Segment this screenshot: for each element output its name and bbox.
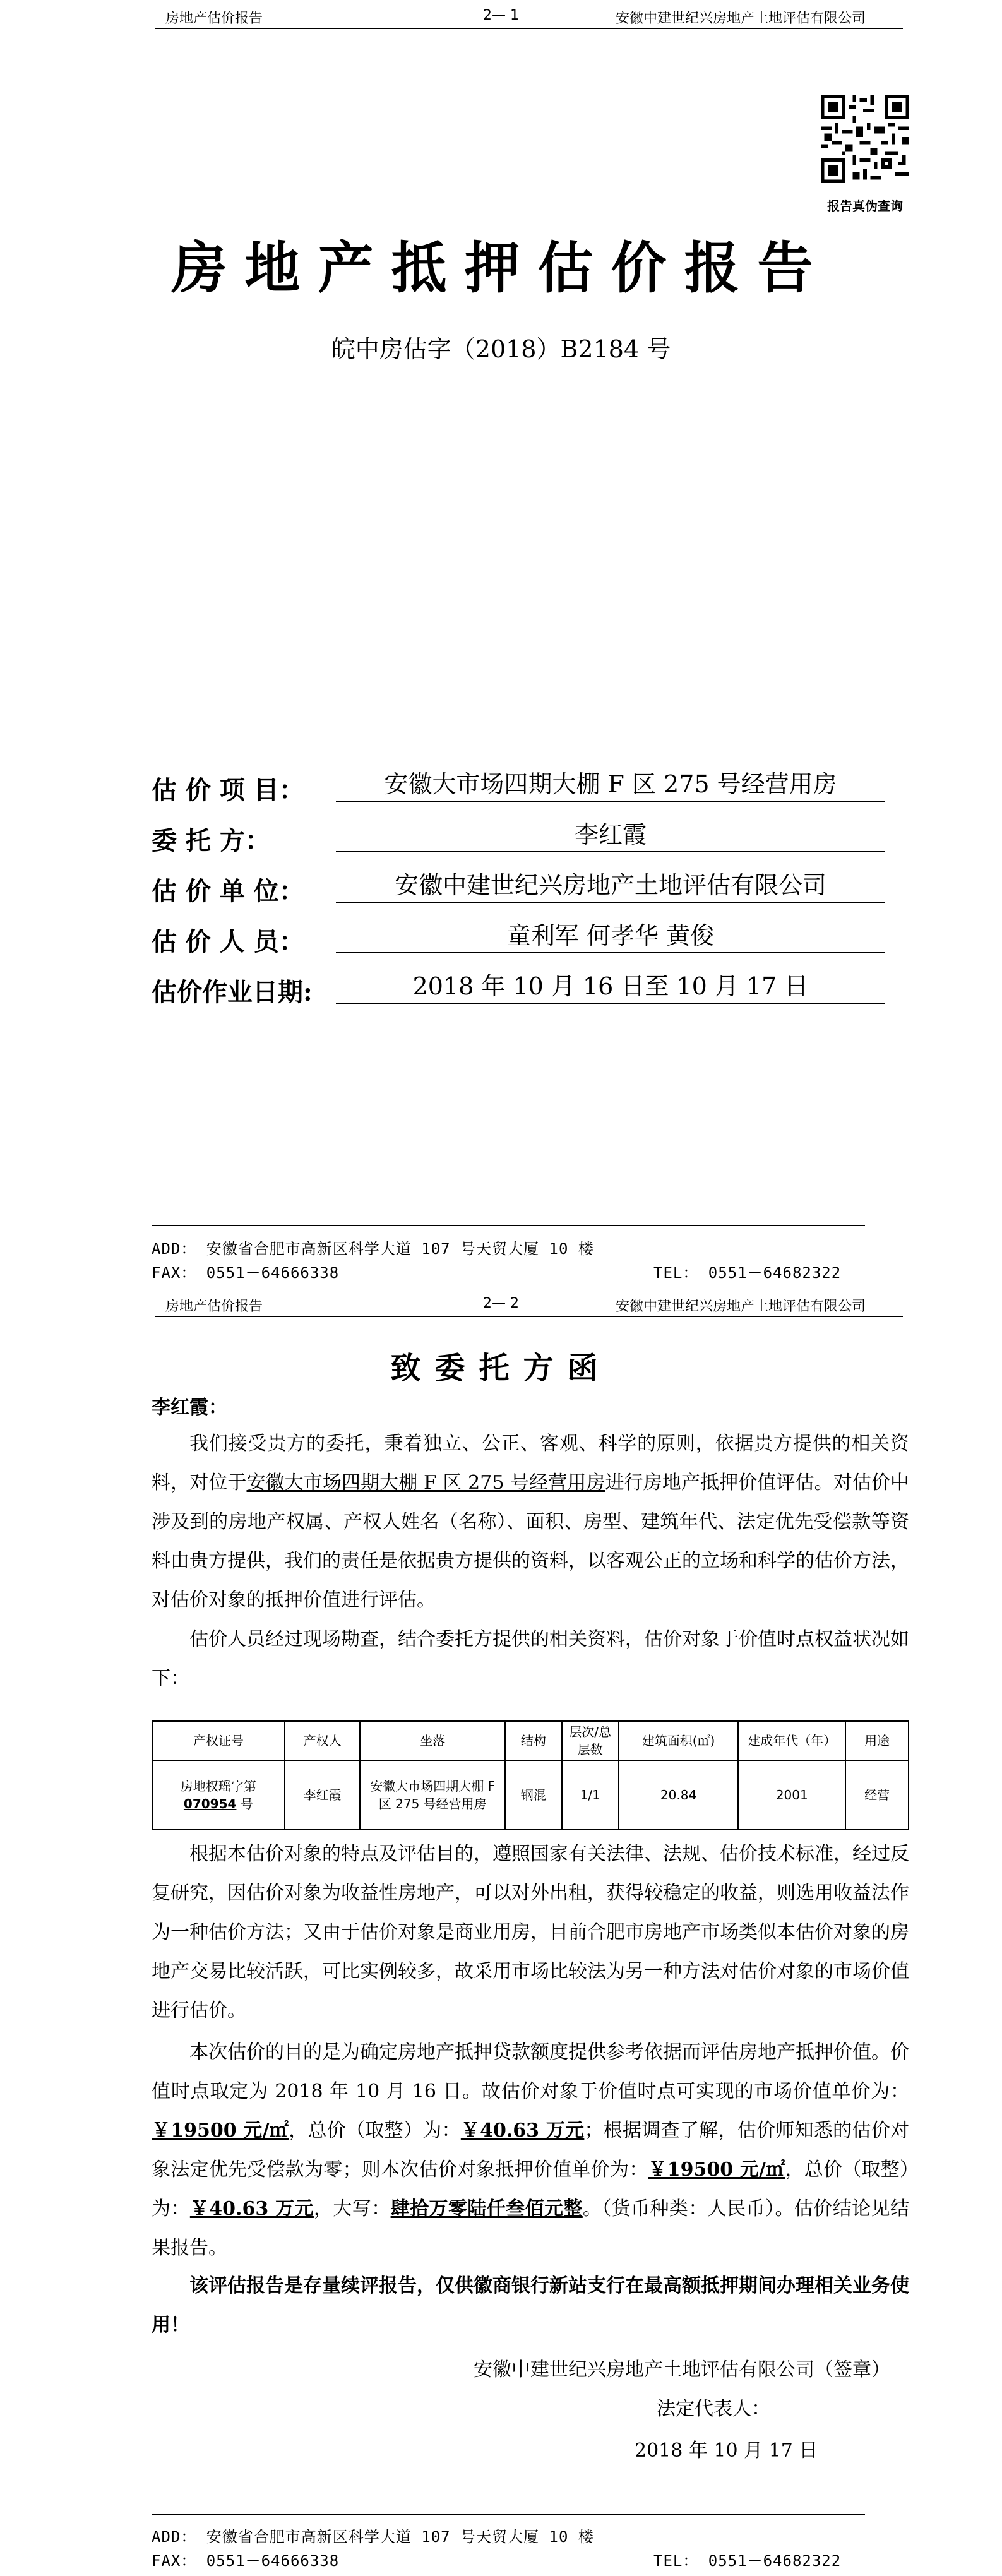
col-year: 建成年代（年） bbox=[738, 1721, 845, 1760]
property-address: 安徽大市场四期大棚 F 区 275 号经营用房 bbox=[246, 1472, 605, 1494]
footer-fax: FAX： 0551－64666338 bbox=[152, 2552, 340, 2570]
col-location: 坐落 bbox=[360, 1721, 505, 1760]
header-page-number: 2— 2 bbox=[483, 1296, 519, 1311]
total-price: ￥40.63 万元 bbox=[460, 2120, 585, 2142]
header-right: 安徽中建世纪兴房地产土地评估有限公司 bbox=[616, 1299, 866, 1315]
footer-fax: FAX： 0551－64666338 bbox=[152, 1264, 340, 1282]
label-project: 估 价 项 目： bbox=[152, 775, 304, 805]
label-client: 委 托 方： bbox=[152, 826, 270, 856]
col-cert-no: 产权证号 bbox=[152, 1721, 285, 1760]
cell-cert-no: 房地权瑶字第 070954 号 bbox=[152, 1760, 285, 1830]
property-table bbox=[152, 1720, 909, 1830]
report-number: 皖中房估字（2018）B2184 号 bbox=[331, 335, 671, 363]
cell-use: 经营 bbox=[845, 1760, 909, 1830]
mortgage-unit-price: ￥19500 元/㎡ bbox=[648, 2159, 785, 2181]
col-structure: 结构 bbox=[505, 1721, 562, 1760]
value-appraisers: 童利军 何孝华 黄俊 bbox=[336, 919, 885, 953]
qr-caption: 报告真伪查询 bbox=[827, 198, 903, 213]
col-area: 建筑面积(㎡) bbox=[619, 1721, 739, 1760]
value-appraiser-org: 安徽中建世纪兴房地产土地评估有限公司 bbox=[336, 869, 885, 903]
footer-address: ADD： 安徽省合肥市高新区科学大道 107 号天贸大厦 10 楼 bbox=[152, 2528, 594, 2546]
signature-representative: 法定代表人： bbox=[657, 2398, 770, 2420]
cell-year: 2001 bbox=[738, 1760, 845, 1830]
paragraph-3: 根据本估价对象的特点及评估目的，遵照国家有关法律、法规、估价技术标准，经过反复研究，因估价对象为收益性房地产，可以对外出租，获得较稳定的收益，则选用收益法作为一种估价方法；又由于估价对象是商业用房，目前合肥市房地产市场类似本估价对象的房地产交易比较活跃，可比实例较多，故采用市场比较法为另一种方法对估价对象的市场价值进行估价。 bbox=[152, 1843, 909, 2022]
cell-structure: 钢混 bbox=[505, 1760, 562, 1830]
footer-tel: TEL： 0551－64682322 bbox=[653, 1264, 842, 1282]
col-floor: 层次/总层数 bbox=[562, 1721, 619, 1760]
report-title: 房地产抵押估价报告 bbox=[171, 235, 831, 301]
cell-owner: 李红霞 bbox=[285, 1760, 361, 1830]
value-work-date: 2018 年 10 月 16 日至 10 月 17 日 bbox=[336, 970, 885, 1004]
paragraph-4: 本次估价的目的是为确定房地产抵押贷款额度提供参考依据而评估房地产抵押价值。价值时点取定为 2018 年 10 月 16 日。故估价对象于价值时点可实现的市场价值单价为：￥19500 元/㎡，总价（取整）为：￥40.63 万元；根据调查了解，估价师知悉的估价对象法定优先受偿款为零；则本次估价对象抵押价值单价为：￥19500 元/㎡，总价（取整）为：￥40.63 万元，大写：肆拾万零陆仟叁佰元整。（货币种类：人民币）。估价结论见结果报告。 bbox=[152, 2041, 910, 2259]
paragraph-1: 我们接受贵方的委托，秉着独立、公正、客观、科学的原则，依据贵方提供的相关资料，对位于安徽大市场四期大棚 F 区 275 号经营用房进行房地产抵押价值评估。对估价中涉及到的房地产权属、产权人姓名（名称）、面积、房型、建筑年代、法定优先受偿款等资料由贵方提供，我们的责任是依据贵方提供的资料，以客观公正的立场和科学的估价方法，对估价对象的抵押价值进行评估。 bbox=[152, 1433, 909, 1611]
footer-tel: TEL： 0551－64682322 bbox=[653, 2552, 842, 2570]
mortgage-total-price: ￥40.63 万元 bbox=[189, 2198, 314, 2220]
cell-location: 安徽大市场四期大棚 F 区 275 号经营用房 bbox=[360, 1760, 505, 1830]
header-rule bbox=[155, 1316, 903, 1317]
col-owner: 产权人 bbox=[285, 1721, 361, 1760]
cell-area: 20.84 bbox=[619, 1760, 739, 1830]
header-page-number: 2— 1 bbox=[483, 8, 519, 23]
header-right: 安徽中建世纪兴房地产土地评估有限公司 bbox=[616, 11, 866, 27]
value-project: 安徽大市场四期大棚 F 区 275 号经营用房 bbox=[336, 768, 885, 802]
label-work-date: 估价作业日期: bbox=[152, 977, 313, 1007]
footer-address: ADD： 安徽省合肥市高新区科学大道 107 号天贸大厦 10 楼 bbox=[152, 1240, 594, 1258]
table-row bbox=[152, 1760, 909, 1830]
signature-company: 安徽中建世纪兴房地产土地评估有限公司（签章） bbox=[474, 2359, 890, 2381]
paragraph-2: 估价人员经过现场勘查，结合委托方提供的相关资料，估价对象于价值时点权益状况如下： bbox=[152, 1628, 909, 1690]
salutation: 李红霞： bbox=[152, 1397, 227, 1419]
unit-price: ￥19500 元/㎡ bbox=[152, 2120, 289, 2142]
header-left: 房地产估价报告 bbox=[165, 11, 263, 27]
value-client: 李红霞 bbox=[336, 818, 885, 852]
footer-rule bbox=[152, 2514, 865, 2515]
total-in-words: 肆拾万零陆仟叁佰元整 bbox=[390, 2198, 583, 2220]
label-appraisers: 估 价 人 员： bbox=[152, 927, 304, 957]
cell-floor: 1/1 bbox=[562, 1760, 619, 1830]
signature-date: 2018 年 10 月 17 日 bbox=[635, 2440, 818, 2462]
label-appraiser-org: 估 价 单 位： bbox=[152, 876, 304, 906]
header-left: 房地产估价报告 bbox=[165, 1299, 263, 1315]
letter-title: 致委托方函 bbox=[390, 1351, 612, 1386]
notice: 该评估报告是存量续评报告，仅供徽商银行新站支行在最高额抵押期间办理相关业务使用！ bbox=[152, 2275, 909, 2336]
col-use: 用途 bbox=[845, 1721, 909, 1760]
